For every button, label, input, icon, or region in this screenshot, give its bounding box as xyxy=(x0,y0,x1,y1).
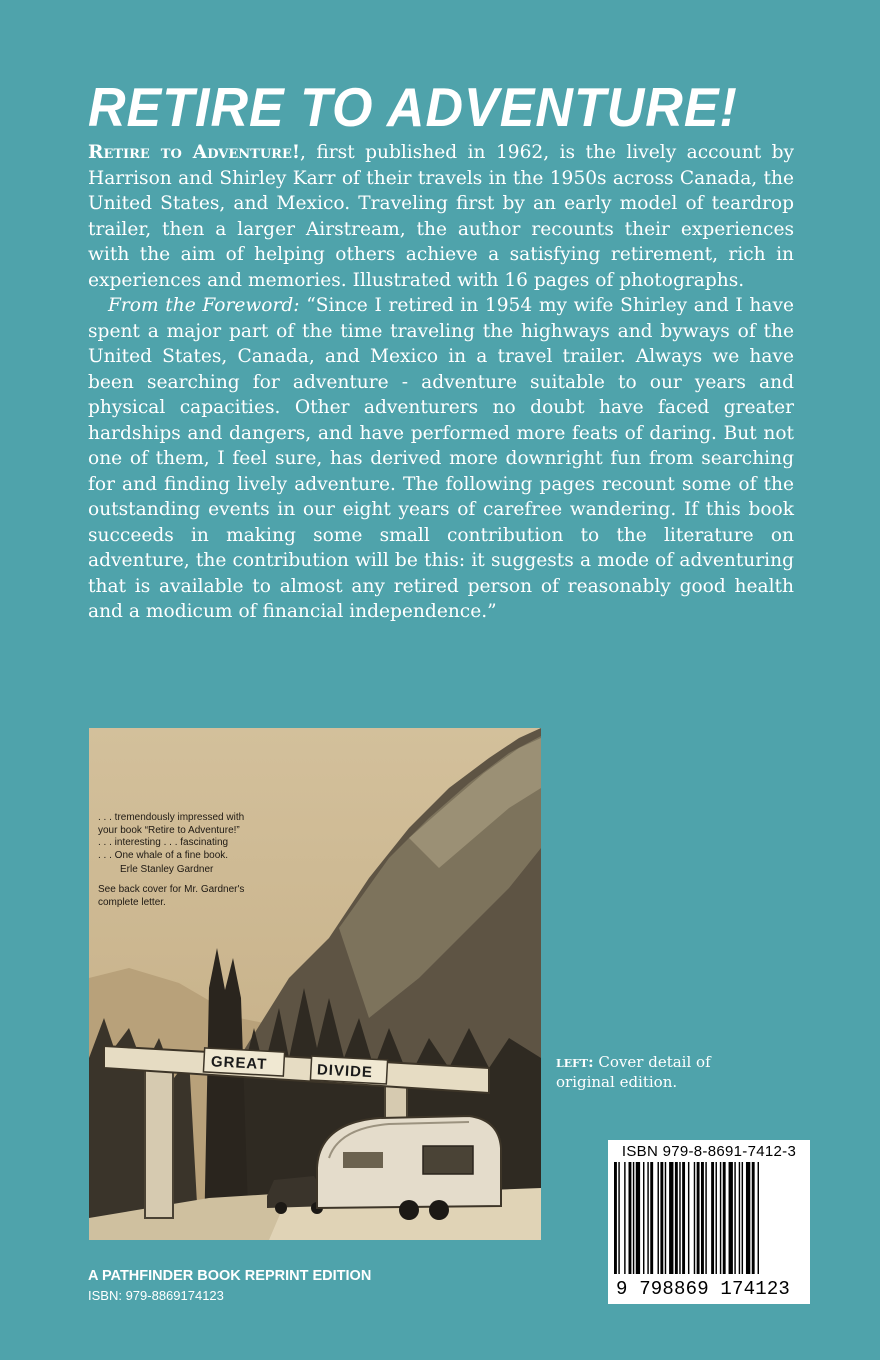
barcode-bar xyxy=(701,1162,704,1274)
barcode-bar xyxy=(658,1162,659,1274)
barcode-digits: 9 798869 174123 xyxy=(616,1278,791,1300)
barcode-bar xyxy=(675,1162,678,1274)
barcode-bar xyxy=(669,1162,673,1274)
barcode xyxy=(608,1140,810,1304)
barcode-bars xyxy=(614,1162,804,1274)
barcode-bar xyxy=(679,1162,680,1274)
barcode-bar xyxy=(697,1162,700,1274)
barcode-isbn-label: ISBN 979-8-8691-7412-3 xyxy=(621,1143,797,1160)
edition-label: A PATHFINDER BOOK REPRINT EDITION xyxy=(88,1268,372,1284)
cover-photo xyxy=(89,728,541,1240)
caption-lead: left: xyxy=(556,1053,594,1071)
cover-quote: . . . tremendously impressed with your book “Retire to Adventure!” . . . interesting . . . fascinating . . . One whale of a fine book. xyxy=(98,812,245,861)
barcode-bar xyxy=(647,1162,648,1274)
barcode-bar xyxy=(636,1162,640,1274)
barcode-bar xyxy=(629,1162,632,1274)
quote-author: Erle Stanley Gardner xyxy=(120,864,214,875)
barcode-bar xyxy=(758,1162,759,1274)
foreword-text: “Since I retired in 1954 my wife Shirley and I have spent a major part of the time traveling the highways and byways of the United States, Canada, and Mexico in a travel trailer. Always we have been searching for adventure - adventure suitable to our years and physical capacities. Other adventurers no doubt have faced greater hardships and dangers, and have performed more feats of daring. But not one of them, I feel sure, has derived more downright fun from searching for and finding lively adventure. The following pages recount some of the outstanding events in our eight years of carefree wandering. If this book succeeds in making some small contribution to the literature on adventure, the contribution will be this: it suggests a mode of adventuring that is available to almost any retired person of reasonably good health and a modicum of financial independence.” xyxy=(88,295,794,622)
barcode-bar xyxy=(729,1162,733,1274)
barcode-bar xyxy=(720,1162,721,1274)
caption-text: Cover detail of original edition. xyxy=(556,1053,711,1091)
summary-paragraph xyxy=(88,140,794,293)
barcode-bar xyxy=(650,1162,653,1274)
barcode-bar xyxy=(643,1162,644,1274)
barcode-bar xyxy=(739,1162,740,1274)
isbn-text: ISBN: 979-8869174123 xyxy=(88,1288,224,1303)
barcode-bar xyxy=(742,1162,743,1274)
foreword-paragraph xyxy=(88,293,794,625)
barcode-bar xyxy=(705,1162,706,1274)
foreword-label: From the Foreword: xyxy=(108,295,300,316)
barcode-bar xyxy=(723,1162,726,1274)
barcode-bar xyxy=(682,1162,685,1274)
barcode-bar xyxy=(752,1162,755,1274)
sign-word-great: GREAT xyxy=(210,1053,268,1074)
barcode-bar xyxy=(618,1162,619,1274)
sign-word-divide: DIVIDE xyxy=(316,1061,374,1082)
cover-illustration xyxy=(89,728,541,1240)
barcode-bar xyxy=(688,1162,689,1274)
photo-caption xyxy=(556,1052,756,1092)
sign-post-left xyxy=(145,1068,173,1218)
barcode-bar xyxy=(660,1162,663,1274)
barcode-bar xyxy=(711,1162,714,1274)
quote-note: See back cover for Mr. Gardner's complete letter. xyxy=(98,884,245,908)
barcode-bar xyxy=(665,1162,666,1274)
summary-lead-title: Retire to Adventure! xyxy=(88,142,301,163)
barcode-bar xyxy=(614,1162,617,1274)
barcode-bar xyxy=(633,1162,634,1274)
barcode-bar xyxy=(694,1162,695,1274)
barcode-bar xyxy=(746,1162,750,1274)
barcode-bar xyxy=(734,1162,735,1274)
barcode-bar xyxy=(716,1162,717,1274)
barcode-bar xyxy=(624,1162,625,1274)
summary-text: , first published in 1962, is the lively account by Harrison and Shirley Karr of their travels in the 1950s across Canada, the United States, and Mexico. Traveling first by an early model of teardrop trailer, then a larger Airstream, the author recounts their experiences with the aim of helping others achieve a satisfying retirement, rich in experiences and memories. Illustrated with 16 pages of photographs. xyxy=(88,142,794,291)
book-title: RETIRE TO ADVENTURE! xyxy=(88,77,738,139)
book-description xyxy=(88,140,794,625)
